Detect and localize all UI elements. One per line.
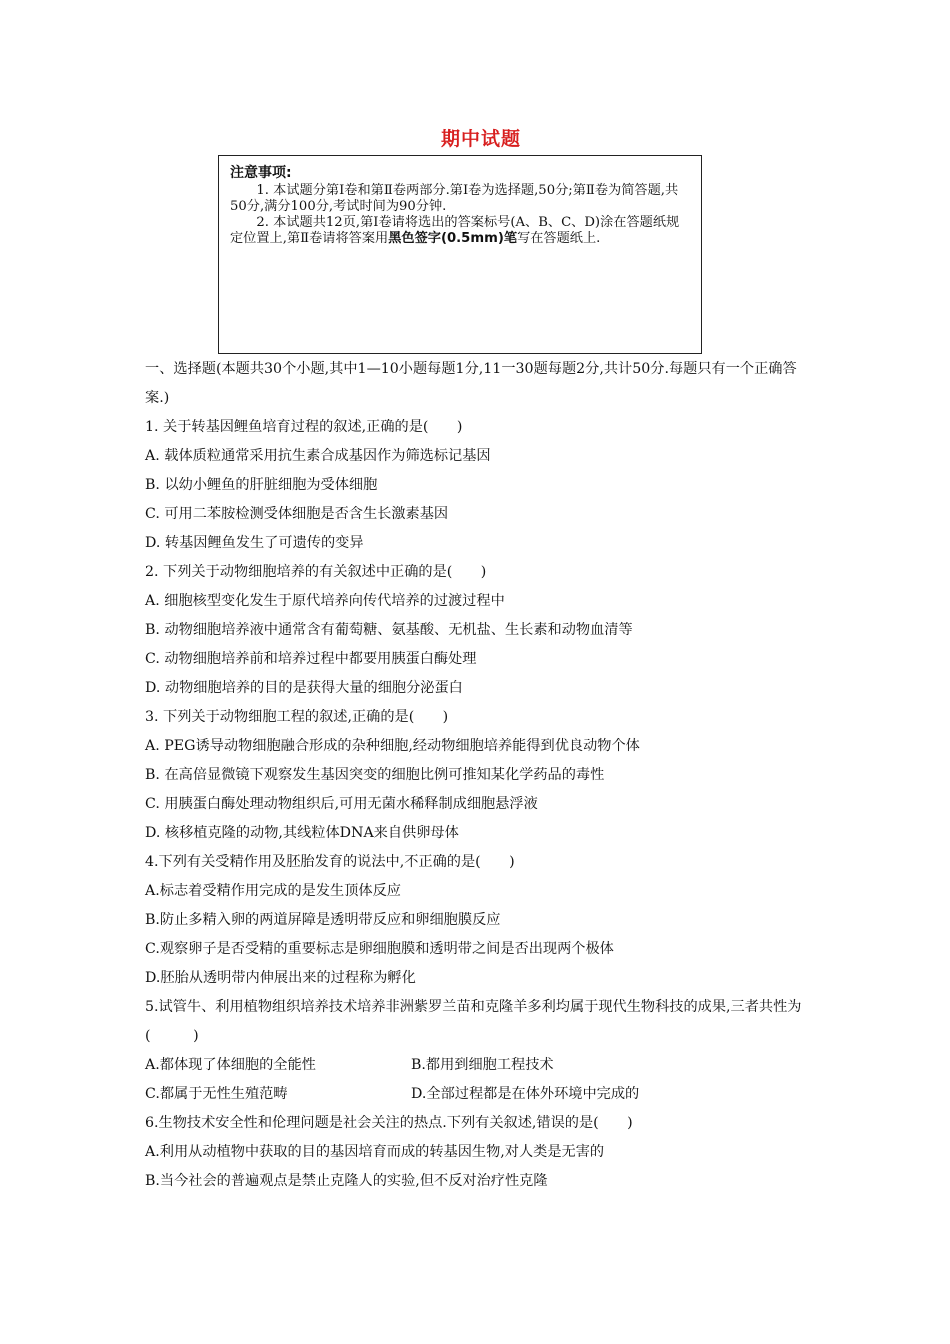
question-option: C.都属于无性生殖范畴 [145,1086,288,1102]
question-option: B.防止多精入卵的两道屏障是透明带反应和卵细胞膜反应 [145,912,501,928]
question-option: C. 动物细胞培养前和培养过程中都要用胰蛋白酶处理 [145,651,477,667]
question-option: B. 以幼小鲤鱼的肝脏细胞为受体细胞 [145,477,378,493]
notice-item-2-tail: 写在答题纸上. [517,231,601,246]
section-header: 一、选择题(本题共30个小题,其中1—10小题每题1分,11一30题每题2分,共计50分.每题只有一个正确答案.) [145,361,797,406]
question-stem: 3. 下列关于动物细胞工程的叙述,正确的是( ) [145,709,449,725]
question-stem: 6.生物技术安全性和伦理问题是社会关注的热点.下列有关叙述,错误的是( ) [145,1115,633,1131]
question-option: B. 动物细胞培养液中通常含有葡萄糖、氨基酸、无机盐、生长素和动物血清等 [145,622,633,638]
question-option: D.胚胎从透明带内伸展出来的过程称为孵化 [145,970,416,986]
notice-item-1: 1. 本试题分第Ⅰ卷和第Ⅱ卷两部分.第Ⅰ卷为选择题,50分;第Ⅱ卷为简答题,共50分,满分100分,考试时间为90分钟. [230,183,679,214]
notice-item-2-text: 2. 本试题共12页,第Ⅰ卷请将选出的答案标号(A、B、C、D)涂在答题纸规定位置上,第Ⅱ卷请将答案用 [230,215,680,246]
notice-item-2-emphasis: 黑色签字(0.5mm)笔 [388,231,518,246]
question-option: B. 在高倍显微镜下观察发生基因突变的细胞比例可推知某化学药品的毒性 [145,767,605,783]
notice-heading: 注意事项: [230,165,292,181]
question-option: B.当今社会的普遍观点是禁止克隆人的实验,但不反对治疗性克隆 [145,1173,548,1189]
question-option: D. 动物细胞培养的目的是获得大量的细胞分泌蛋白 [145,680,463,696]
question-option: A.都体现了体细胞的全能性 [145,1057,316,1073]
question-option: D. 转基因鲤鱼发生了可遗传的变异 [145,535,364,551]
notice-box [218,155,702,354]
question-option: A.标志着受精作用完成的是发生顶体反应 [145,883,401,899]
question-stem: 2. 下列关于动物细胞培养的有关叙述中正确的是( ) [145,564,487,580]
question-option: A. 细胞核型变化发生于原代培养向传代培养的过渡过程中 [145,593,505,609]
question-stem: 5.试管牛、利用植物组织培养技术培养非洲紫罗兰苗和克隆羊多利均属于现代生物科技的成果,三者共性为( ) [145,999,802,1044]
question-option: C.观察卵子是否受精的重要标志是卵细胞膜和透明带之间是否出现两个极体 [145,941,614,957]
question-option: C. 用胰蛋白酶处理动物组织后,可用无菌水稀释制成细胞悬浮液 [145,796,538,812]
question-option: A.利用从动植物中获取的目的基因培育而成的转基因生物,对人类是无害的 [145,1144,605,1160]
question-option: C. 可用二苯胺检测受体细胞是否含生长激素基因 [145,506,449,522]
question-option: D.全部过程都是在体外环境中完成的 [411,1086,640,1102]
exam-body [145,355,813,1196]
question-option: B.都用到细胞工程技术 [411,1057,554,1073]
notice-item-2 [230,215,691,247]
question-option: A. 载体质粒通常采用抗生素合成基因作为筛选标记基因 [145,448,491,464]
question-option: D. 核移植克隆的动物,其线粒体DNA来自供卵母体 [145,825,459,841]
question-option: A. PEG诱导动物细胞融合形成的杂种细胞,经动物细胞培养能得到优良动物个体 [145,738,640,754]
question-stem: 1. 关于转基因鲤鱼培育过程的叙述,正确的是( ) [145,419,463,435]
option-row [145,1080,813,1109]
question-stem: 4.下列有关受精作用及胚胎发育的说法中,不正确的是( ) [145,854,515,870]
page-title: 期中试题 [440,128,521,150]
option-row [145,1051,813,1080]
